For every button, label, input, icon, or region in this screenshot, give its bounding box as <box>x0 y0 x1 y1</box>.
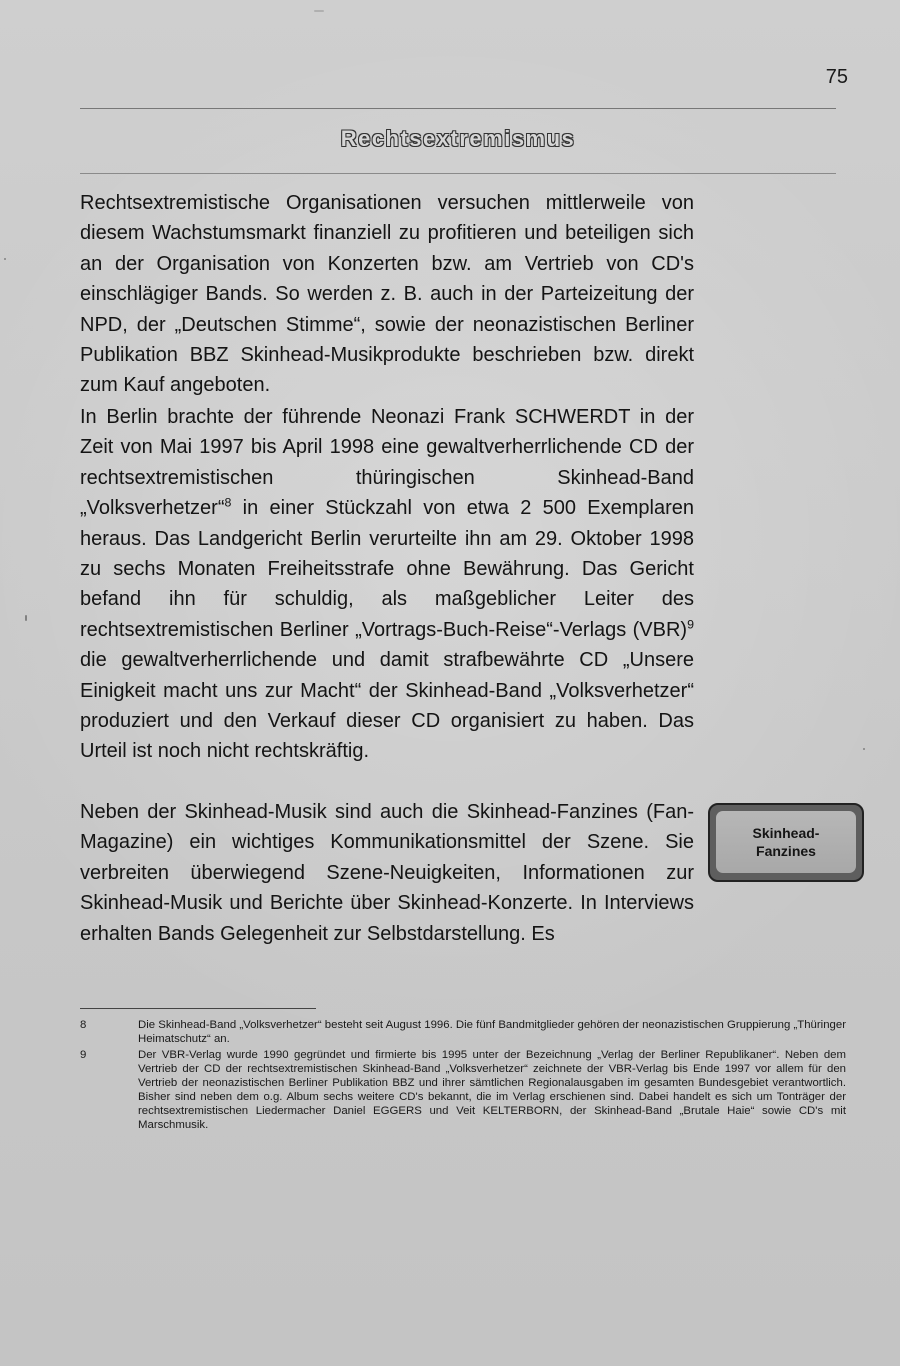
margin-note-line-2: Fanzines <box>756 843 816 859</box>
header-rule-bottom <box>80 173 836 174</box>
footnote-text: Die Skinhead-Band „Volksverhetzer“ besteht seit August 1996. Die fünf Bandmitglieder gehören der neonazistischen Gruppierung „Thüringer Heimatschutz“ an. <box>138 1019 846 1045</box>
header-rule-top <box>80 108 836 109</box>
footnote-reference-8: 8 <box>224 495 232 510</box>
scan-speck <box>4 258 6 260</box>
body-paragraph-1 <box>80 188 694 401</box>
scan-speck <box>863 748 865 750</box>
margin-note-line-1: Skinhead- <box>752 825 820 841</box>
margin-note-box <box>708 803 864 882</box>
running-header-title: Rechtsextremismus <box>340 126 576 151</box>
paragraph-2-part-3: die gewaltverherrlichende und damit strafbewährte CD „Unsere Einigkeit macht uns zur Macht“ der Skinhead-Band „Volksverhetzer“ produziert und den Verkauf dieser CD organisiert zu haben. Das Urteil ist noch nicht rechtskräftig. <box>80 649 694 763</box>
footnote-number: 8 <box>80 1019 87 1031</box>
margin-note-label <box>716 811 856 873</box>
scan-speck <box>25 615 27 621</box>
footnote-divider <box>80 1008 316 1009</box>
footnote-8 <box>80 1018 846 1046</box>
paragraph-2-part-1: In Berlin brachte der führende Neonazi Frank SCHWERDT in der Zeit von Mai 1997 bis April 1998 eine gewaltverherrlichende CD der rechtsextremistischen thüringischen Skinhead-Band „Volksverhetzer“ <box>80 406 694 520</box>
body-paragraph-2 <box>80 402 694 767</box>
footnote-number: 9 <box>80 1049 87 1061</box>
paragraph-2-part-2: in einer Stückzahl von etwa 2 500 Exemplaren heraus. Das Landgericht Berlin verurteilte ihn am 29. Oktober 1998 zu sechs Monaten Freiheitsstrafe ohne Bewährung. Das Gericht befand ihn für schuldig, als maßgeblicher Leiter des rechtsextremistischen Berliner „Vortrags-Buch-Reise“-Verlags (VBR) <box>80 497 694 641</box>
scan-speck <box>314 10 324 12</box>
footnote-text: Der VBR-Verlag wurde 1990 gegründet und firmierte bis 1995 unter der Bezeichnung „Verlag der Berliner Republikaner“. Neben dem Vertrieb der CD der rechtsextremistischen Skinhead-Band „Volksverhetzer“ zeichnete der VBR-Verlag bis Ende 1997 vor allem für den Vertrieb der neonazistischen Berliner Publikation BBZ und ihrer sämtlichen Regionalausgaben im gesamten Bundesgebiet verantwortlich. Bisher sind neben dem o.g. Album sechs weitere CD's bekannt, die im Verlag erschienen sind. Dabei handelt es sich um Tonträger der rechtsextremistischen Liedermacher Daniel EGGERS und Veit KELTERBORN, der Skinhead-Band „Brutale Haie“ sowie CD's mit Marschmusik. <box>138 1049 846 1131</box>
paragraph-1-text: Rechtsextremistische Organisationen versuchen mittlerweile von diesem Wachstumsmarkt finanziell zu profitieren und beteiligen sich an der Organisation von Konzerten bzw. am Vertrieb von CD's einschlägiger Bands. So werden z. B. auch in der Parteizeitung der NPD, der „Deutschen Stimme“, sowie der neonazistischen Berliner Publikation BBZ Skinhead-Musikprodukte beschrieben bzw. direkt zum Kauf angeboten. <box>80 192 694 397</box>
footnote-reference-9: 9 <box>687 617 694 632</box>
paragraph-3-text: Neben der Skinhead-Musik sind auch die Skinhead-Fanzines (Fan-Magazine) ein wichtiges Kommunikationsmittel der Szene. Sie verbreiten überwiegend Szene-Neuigkeiten, Informationen zur Skinhead-Musik und Berichte über Skinhead-Konzerte. In Interviews erhalten Bands Gelegenheit zur Selbstdarstellung. Es <box>80 801 694 945</box>
footnotes-section <box>80 1018 846 1134</box>
paragraph-2-text <box>80 402 694 767</box>
footnote-9 <box>80 1048 846 1132</box>
body-paragraph-3 <box>80 797 694 949</box>
page-number: 75 <box>825 66 848 88</box>
